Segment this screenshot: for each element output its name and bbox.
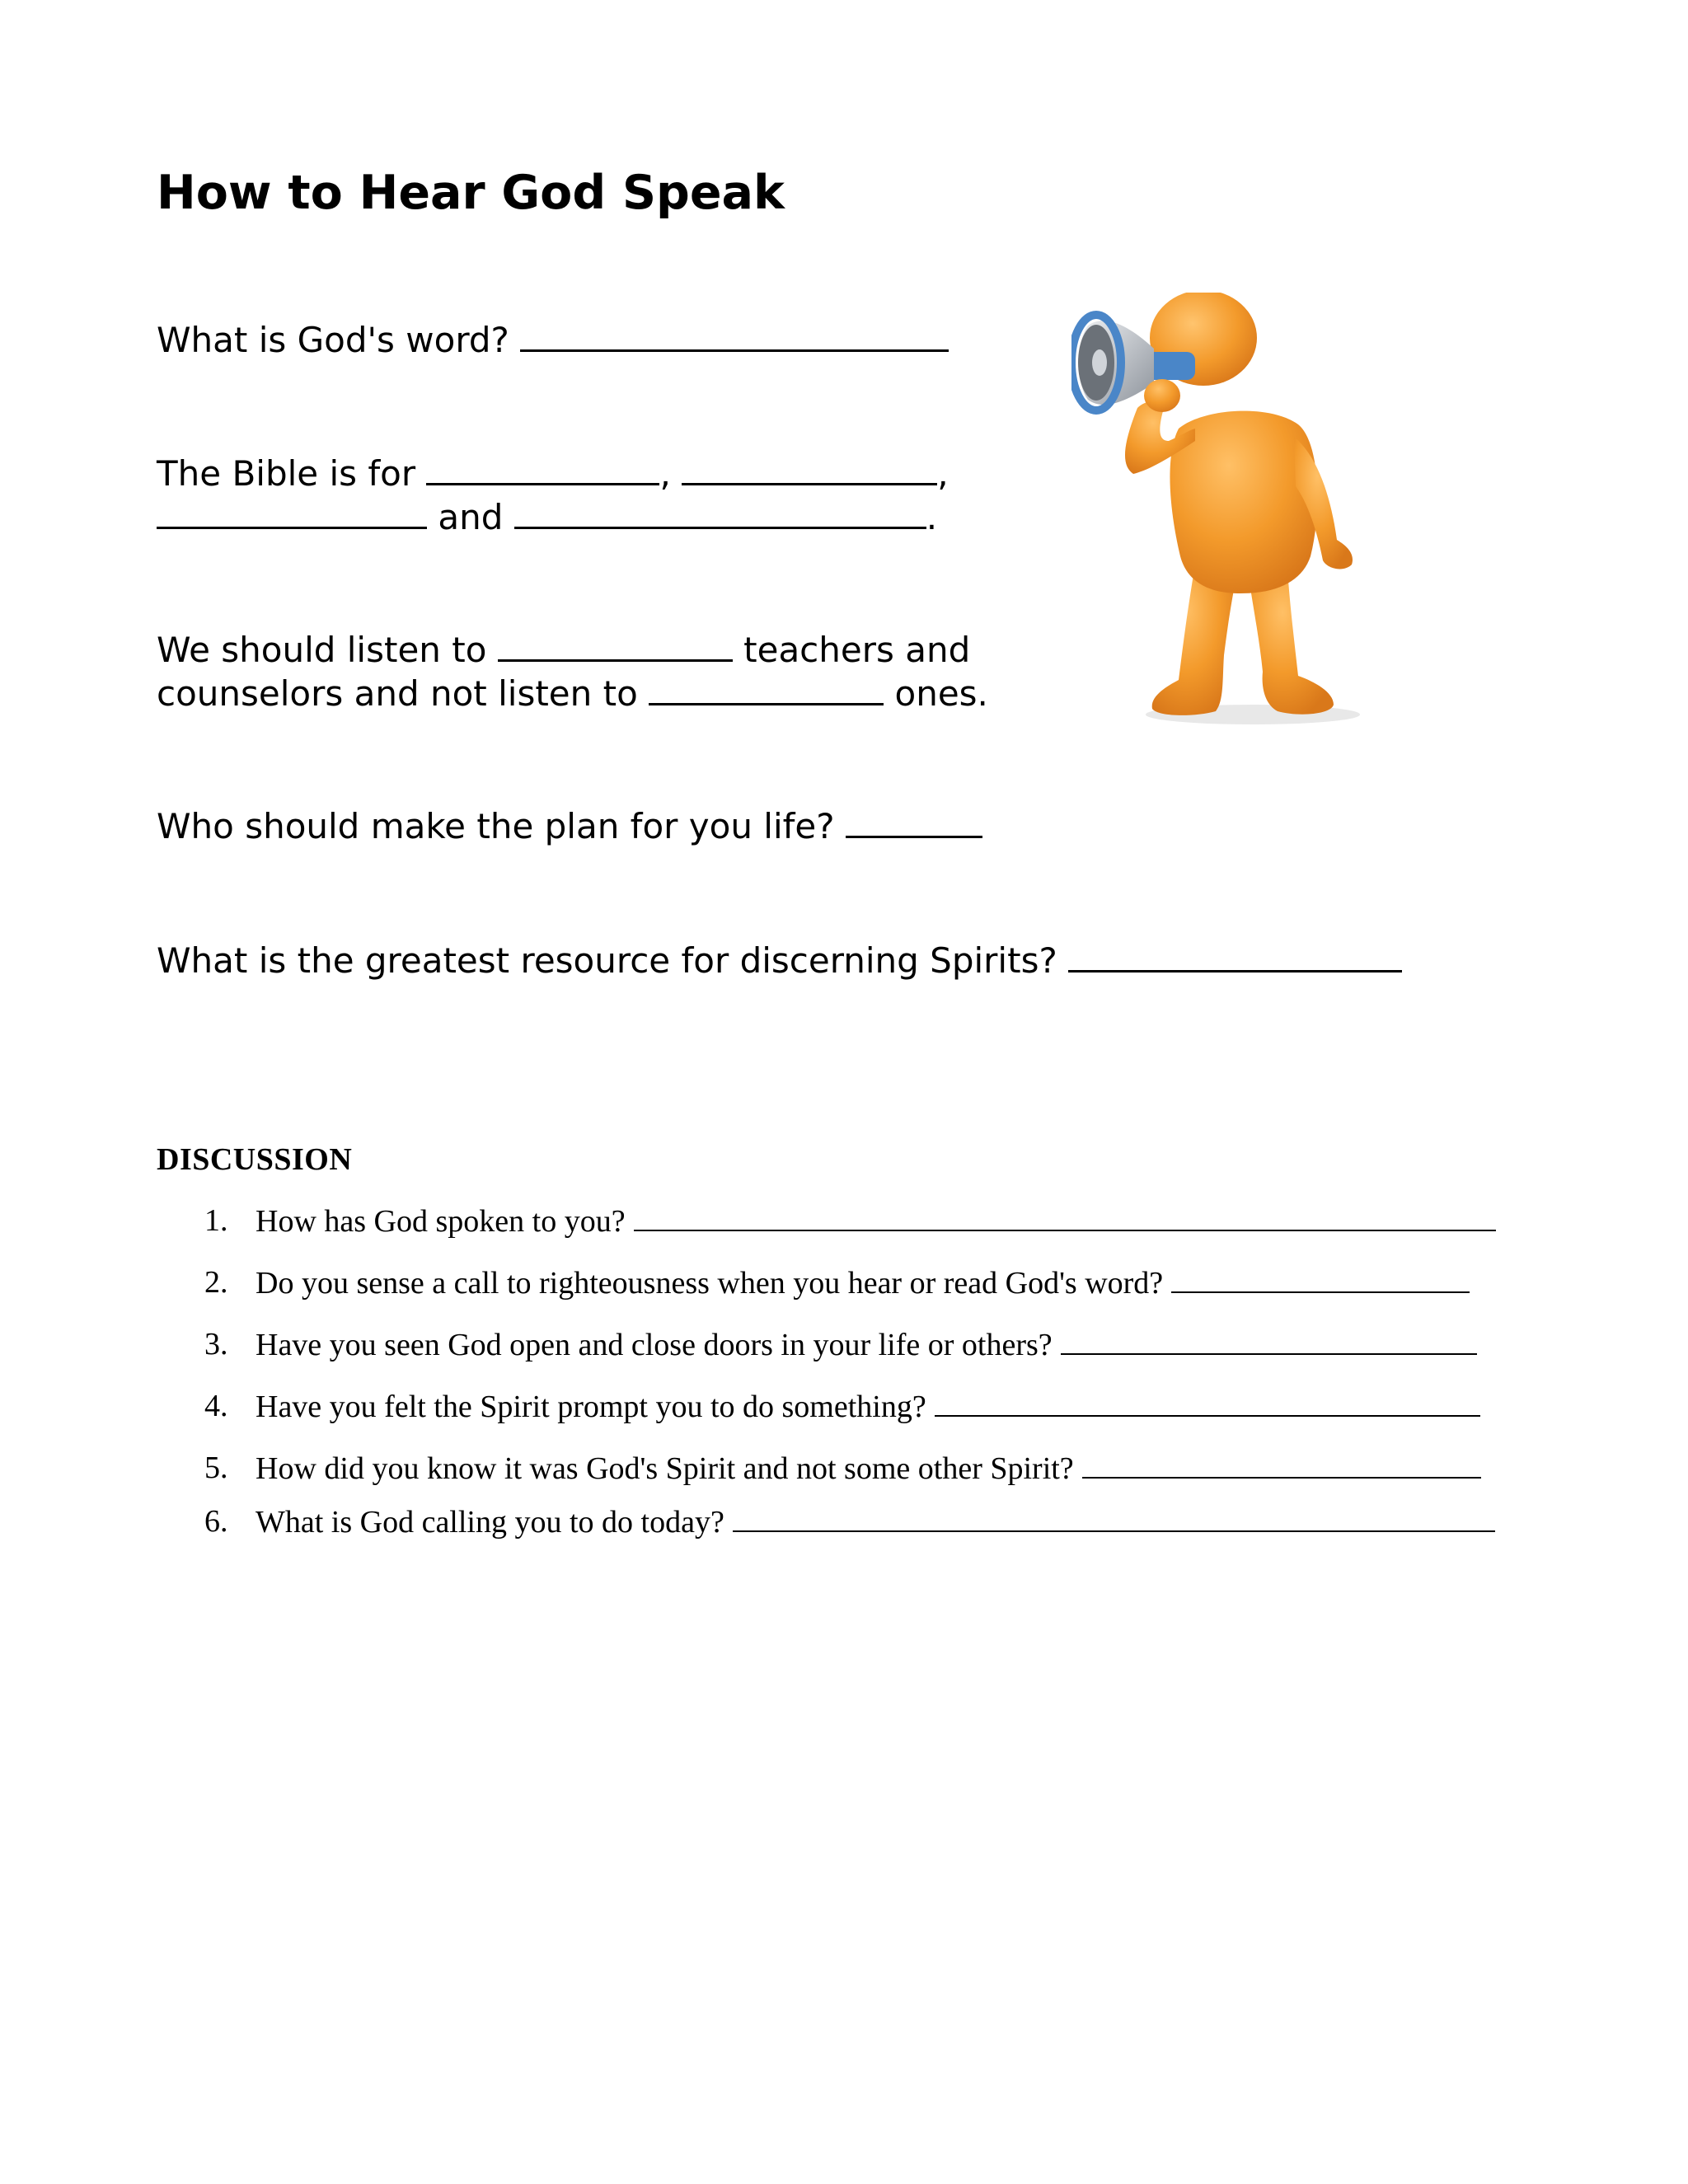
discussion-heading: DISCUSSION: [157, 1142, 353, 1177]
item-number: 2.: [204, 1265, 228, 1300]
item-text: Have you felt the Spirit prompt you to do something?: [256, 1390, 926, 1424]
question-text: teachers and: [743, 630, 971, 670]
separator-text: ,: [659, 453, 671, 494]
question-bible-is-for: [157, 452, 949, 539]
question-discerning-spirits: [157, 939, 1402, 982]
answer-blank[interactable]: [846, 804, 982, 838]
answer-blank[interactable]: [1061, 1325, 1477, 1355]
answer-blank[interactable]: [1068, 939, 1402, 972]
answer-blank[interactable]: [426, 452, 659, 485]
answer-blank[interactable]: [634, 1202, 1496, 1231]
question-plan-for-life: [157, 804, 982, 848]
answer-blank[interactable]: [682, 452, 937, 485]
item-number: 6.: [204, 1504, 228, 1539]
question-text: The Bible is for: [157, 453, 416, 494]
item-number: 5.: [204, 1451, 228, 1485]
item-number: 3.: [204, 1327, 228, 1361]
conjunction-text: and: [438, 497, 504, 537]
answer-blank[interactable]: [514, 495, 926, 529]
item-text: What is God calling you to do today?: [256, 1505, 724, 1540]
page-title: How to Hear God Speak: [157, 166, 785, 220]
question-text: counselors and not listen to: [157, 673, 638, 714]
person-with-megaphone-icon: [1071, 293, 1385, 729]
period-text: .: [926, 497, 938, 537]
question-gods-word: [157, 318, 949, 362]
answer-blank[interactable]: [498, 628, 733, 662]
separator-text: ,: [937, 453, 949, 494]
question-listen-to: [157, 628, 988, 715]
answer-blank[interactable]: [1171, 1263, 1470, 1293]
answer-blank[interactable]: [1082, 1449, 1481, 1479]
item-number: 4.: [204, 1389, 228, 1423]
question-text: What is the greatest resource for discerning Spirits?: [157, 940, 1057, 981]
item-number: 1.: [204, 1203, 228, 1238]
answer-blank[interactable]: [733, 1502, 1495, 1532]
answer-blank[interactable]: [157, 495, 427, 529]
item-text: Have you seen God open and close doors in your life or others?: [256, 1328, 1053, 1362]
answer-blank[interactable]: [520, 318, 949, 352]
question-text: ones.: [894, 673, 988, 714]
question-text: We should listen to: [157, 630, 487, 670]
question-text: What is God's word?: [157, 320, 509, 360]
item-text: Do you sense a call to righteousness when you hear or read God's word?: [256, 1266, 1164, 1301]
question-text: Who should make the plan for you life?: [157, 806, 835, 846]
answer-blank[interactable]: [935, 1387, 1480, 1417]
item-text: How has God spoken to you?: [256, 1204, 626, 1239]
item-text: How did you know it was God's Spirit and not some other Spirit?: [256, 1451, 1074, 1486]
answer-blank[interactable]: [649, 672, 884, 705]
